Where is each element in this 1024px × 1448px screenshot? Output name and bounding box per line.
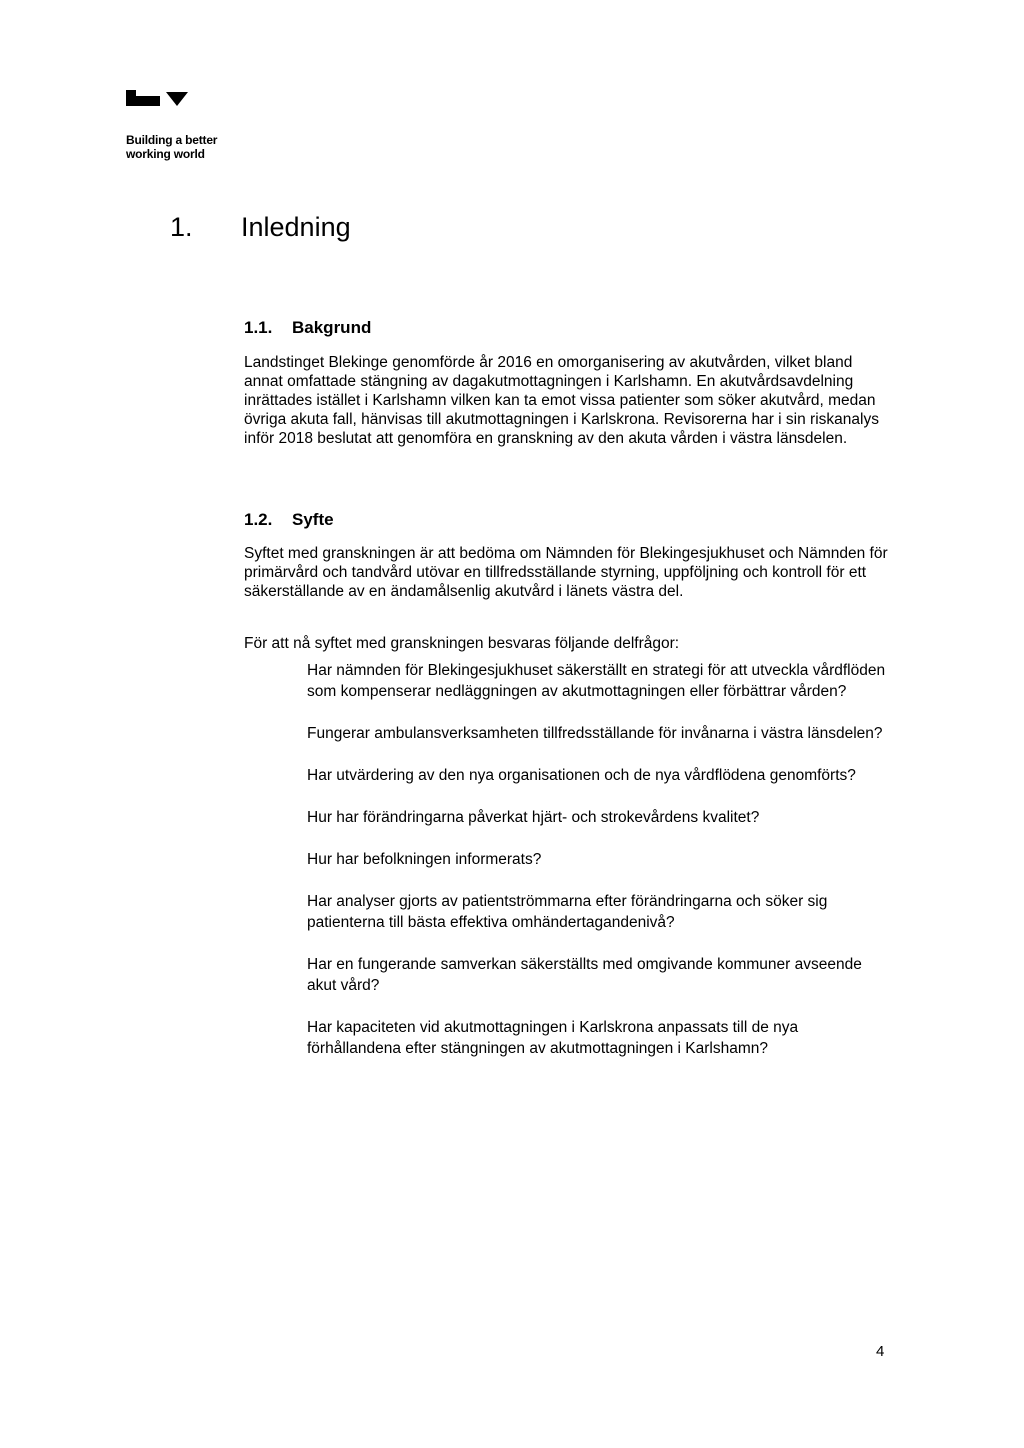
list-item: Hur har befolkningen informerats? [307, 851, 542, 868]
chapter-title: Inledning [241, 212, 351, 242]
section-title: Syfte [292, 510, 334, 529]
tagline-line: Building a better [126, 133, 218, 147]
list-item: Har kapaciteten vid akutmottagningen i Karlskrona anpassats till de nya förhållandena efter stängningen av akutmottagningen i Karlshamn? [307, 1019, 799, 1057]
section-number: 1.2. [244, 510, 273, 529]
section-number: 1.1. [244, 318, 273, 337]
chapter-number: 1. [170, 212, 193, 242]
list-item: Har utvärdering av den nya organisationen och de nya vårdflödena genomförts? [307, 767, 856, 784]
section-heading-background [244, 318, 371, 338]
section-title: Bakgrund [292, 318, 372, 337]
list-item: Har en fungerande samverkan säkerställts med omgivande kommuner avseende akut vård? [307, 956, 862, 994]
logo-mark [126, 96, 160, 106]
list-item: Hur har förändringarna påverkat hjärt- och strokevårdens kvalitet? [307, 809, 760, 826]
questions-intro: För att nå syftet med granskningen besvaras följande delfrågor: [244, 635, 680, 652]
list-item: Fungerar ambulansverksamheten tillfredsställande för invånarna i västra länsdelen? [307, 725, 883, 742]
page-number: 4 [876, 1343, 885, 1360]
purpose-paragraph: Syftet med granskningen är att bedöma om Nämnden för Blekingesjukhuset och Nämnden för primärvård och tandvård utövar en tillfredsställande styrning, uppföljning och kontroll för ett säkerställande av en ändamålsenlig akutvård i länets västra del. [244, 545, 888, 600]
section-heading-purpose [244, 510, 334, 530]
logo-tagline [126, 133, 217, 161]
tagline-line: working world [126, 147, 205, 161]
list-item: Har nämnden för Blekingesjukhuset säkerställt en strategi för att utveckla vårdflöden som kompenserar nedläggningen av akutmottagningen eller förbättrar vården? [307, 662, 886, 700]
background-paragraph: Landstinget Blekinge genomförde år 2016 en omorganisering av akutvården, vilket bland annat omfattade stängning av dagakutmottagningen i Karlshamn. En akutvårdsavdelning inrättades istället i Karlshamn vilken kan ta emot vissa patienter som söker akutvård, medan övriga akuta fall, hänvisas till akutmottagningen i Karlskrona. Revisorerna har i sin riskanalys inför 2018 beslutat att genomföra en granskning av den akuta vården i västra länsdelen. [244, 354, 879, 447]
logo-mark [166, 92, 188, 106]
question-list [307, 660, 887, 1080]
list-item: Har analyser gjorts av patientströmmarna efter förändringarna och söker sig patienterna till bästa effektiva omhändertagandenivå? [307, 893, 828, 931]
